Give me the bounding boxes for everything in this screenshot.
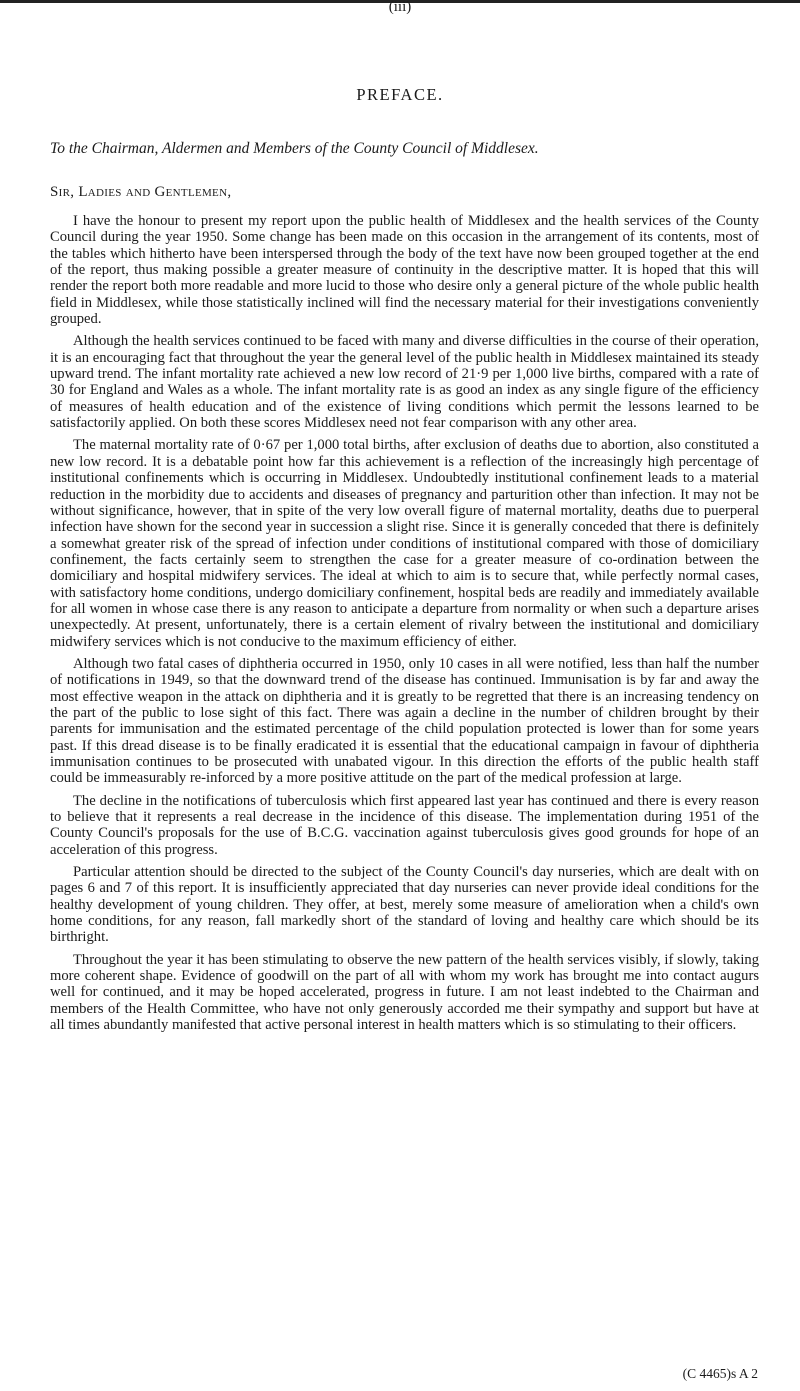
paragraph-6: Particular attention should be directed to the subject of the County Council's day nurseries, which are dealt with on pages 6 and 7 of this report. It is insufficiently appreciated that day nurseries can never provide ideal conditions for the healthy development of young children. They offer, at best, merely some measure of amelioration when a child's own home conditions, for any reason, fall markedly short of the standard of loving and healthy care which should be its birthright. xyxy=(50,864,759,946)
preface-body xyxy=(50,213,759,1040)
page-number: (iii) xyxy=(388,0,412,15)
paragraph-4: Although two fatal cases of diphtheria occurred in 1950, only 10 cases in all were notified, less than half the number of notifications in 1949, so that the downward trend of the disease has continued. Immunisation is by far and away the most effective weapon in the attack on diphtheria and it is greatly to be regretted that there is an increasing tendency on the part of the public to lose sight of this fact. There was again a decline in the number of children brought by their parents for immunisation and the estimated percentage of the child population protected is lower than for some years past. If this dread disease is to be finally eradicated it is essential that the educational campaign in favour of diphtheria immunisation continues to be prosecuted with unabated vigour. In this direction the efforts of the public health staff could be immeasurably re-inforced by a more positive attitude on the part of the medical profession at large. xyxy=(50,655,759,787)
salutation: Sir, Ladies and Gentlemen, xyxy=(50,184,232,200)
paragraph-2: Although the health services continued to be faced with many and diverse difficulties in the course of their operation, it is an encouraging fact that throughout the year the general level of the public health in Middlesex maintained its steady upward trend. The infant mortality rate achieved a new low record of 21·9 per 1,000 live births, compared with a rate of 30 for England and Wales as a whole. The infant mortality rate is as good an index as any single figure of the efficiency of measures of health education and of the existence of living conditions which permit the lessons learned to be satisfactorily applied. On both these scores Middlesex need not fear comparison with any other area. xyxy=(50,333,759,432)
paragraph-7: Throughout the year it has been stimulating to observe the new pattern of the health services visibly, if slowly, taking more coherent shape. Evidence of goodwill on the part of all with whom my work has brought me into contact augurs well for continued, and it may be hoped accelerated, progress in future. I am not least indebted to the Chairman and members of the Health Committee, who have not only generously accorded me their sympathy and support but have at all times abundantly manifested that active personal interest in health matters which is so stimulating to their officers. xyxy=(50,951,759,1034)
paragraph-1: I have the honour to present my report upon the public health of Middlesex and the health services of the County Council during the year 1950. Some change has been made on this occasion in the arrangement of its contents, most of the tables which hitherto have been interspersed through the body of the text have now been grouped together at the end of the report, thus making possible a greater measure of continuity in the descriptive matter. It is hoped that this will render the report both more readable and more lucid to those who desire only a general picture of the whole public health field in Middlesex, while those statistically inclined will find the necessary material for their investigations conveniently grouped. xyxy=(50,213,759,328)
paragraph-5: The decline in the notifications of tuberculosis which first appeared last year has continued and there is every reason to believe that it represents a real decrease in the incidence of this disease. The implementation during 1951 of the County Council's proposals for the use of B.C.G. vaccination against tuberculosis gives good grounds for hope of an acceleration of this progress. xyxy=(50,792,759,858)
printer-reference: (C 4465)s A 2 xyxy=(682,1366,758,1381)
paragraph-3: The maternal mortality rate of 0·67 per 1,000 total births, after exclusion of deaths due to abortion, also constituted a new low record. It is a debatable point how far this achievement is a reflection of the increasingly high percentage of institutional confinements which is occurring in Middlesex. Undoubtedly institutional confinement leads to a material reduction in the morbidity due to accidents and diseases of pregnancy and parturition other than infection. It may not be without significance, however, that in spite of the very low overall figure of maternal mortality, deaths due to puerperal infection have shown for the second year in succession a slight rise. Since it is generally conceded that there is definitely a somewhat greater risk of the spread of infection under conditions of institutional compared with those of domiciliary confinement, the facts certainly seem to strengthen the case for a greater measure of co-ordination between the domiciliary and hospital midwifery services. The ideal at which to aim is to secure that, while perfectly normal cases, with satisfactory home conditions, undergo domiciliary confinement, hospital beds are readily and immediately available for all women in whose case there is any reason to anticipate a departure from normality or when such a departure arises unexpectedly. At present, unfortunately, there is a certain element of rivalry between the institutional and domiciliary midwifery services which is not conducive to the maximum efficiency of either. xyxy=(50,437,759,650)
address-line: To the Chairman, Aldermen and Members of the County Council of Middlesex. xyxy=(50,140,539,157)
page-title: PREFACE. xyxy=(356,85,444,104)
